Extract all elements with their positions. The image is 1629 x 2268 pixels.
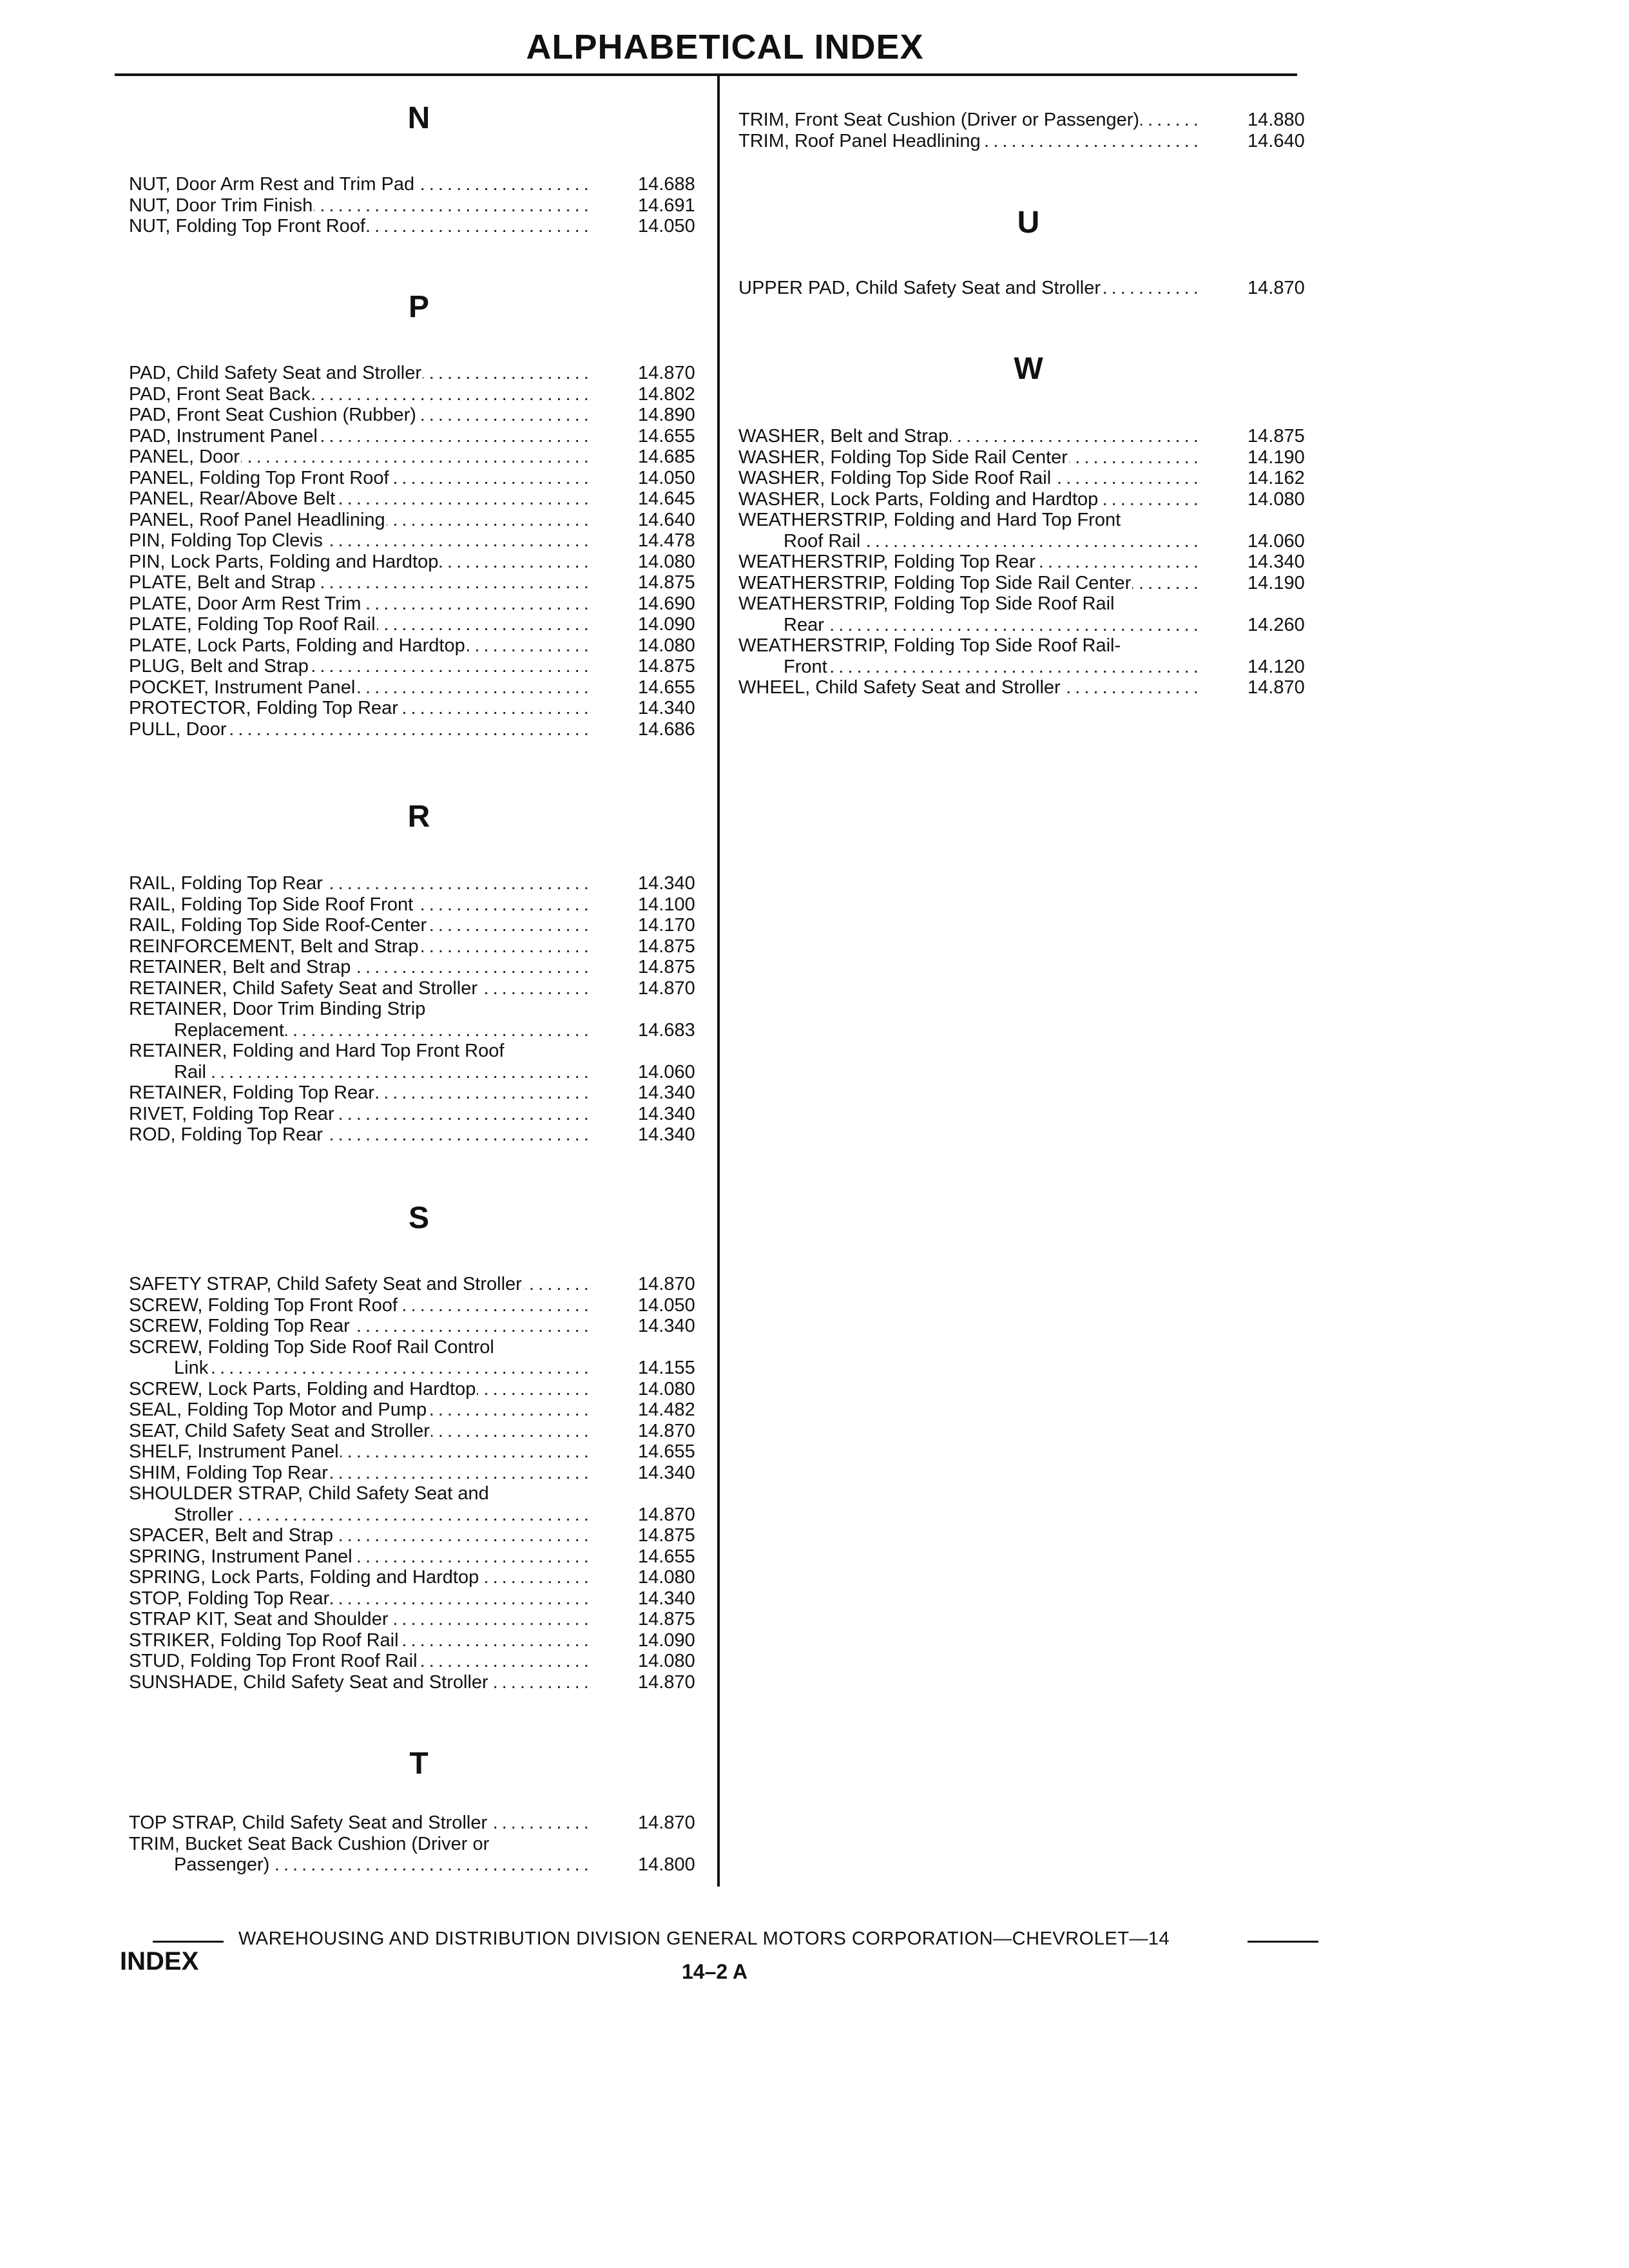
index-entry [129,216,709,237]
section-t-continued-entries [738,110,1318,151]
entry-label [129,1567,588,1588]
entry-label-text: RETAINER, Belt and Strap [129,957,351,977]
entry-page-code: 14.170 [638,915,695,936]
index-entry [129,894,709,916]
entry-label [738,426,1197,447]
entry-page-code: 14.090 [638,1629,695,1651]
entry-page-code: 14.090 [638,614,695,635]
entry-label-text: SUNSHADE, Child Safety Seat and Stroller [129,1671,488,1693]
entry-label [129,719,588,740]
entry-label-text: SPRING, Instrument Panel [129,1546,352,1567]
index-entry [738,131,1318,152]
entry-label-text: TOP STRAP, Child Safety Seat and Stroller [129,1812,488,1833]
entry-label [129,1651,588,1672]
entry-page-code: 14.890 [638,405,695,425]
index-entry [129,915,709,936]
section-letter-u: U [1017,206,1040,240]
index-entry [129,957,709,978]
entry-label [129,405,588,426]
entry-label [129,530,588,552]
entry-label-text: RAIL, Folding Top Side Roof-Center [129,915,427,936]
index-entry [129,195,709,216]
entry-label-text: SEAL, Folding Top Motor and Pump [129,1399,427,1420]
entry-label-text: WHEEL, Child Safety Seat and Stroller [738,677,1061,698]
entry-label [129,363,588,384]
entry-label-text: WASHER, Belt and Strap [738,426,949,447]
entry-page-code: 14.120 [1248,656,1305,677]
entry-label-text: STRAP KIT, Seat and Shoulder [129,1609,389,1629]
index-entry [129,698,709,719]
index-entry [129,978,709,999]
index-entry [129,635,709,657]
entry-label [129,1295,588,1316]
entry-label [129,1274,588,1295]
entry-label [129,1588,588,1610]
entry-page-code: 14.686 [638,718,695,740]
entry-page-code: 14.875 [638,936,695,957]
entry-label [129,488,588,510]
footer-rule-right [1248,1941,1318,1943]
entry-label [738,489,1197,510]
entry-label-text: SHELF, Instrument Panel [129,1441,339,1462]
entry-label-text: WEATHERSTRIP, Folding Top Side Rail Center [738,572,1132,593]
entry-label-text: PLUG, Belt and Strap [129,656,309,677]
index-entry [129,468,709,489]
entry-label-first-line: RETAINER, Folding and Hard Top Front Roof [129,1041,505,1061]
entry-label-text: PAD, Child Safety Seat and Stroller [129,363,422,383]
entry-page-code: 14.875 [638,572,695,593]
index-entry [129,1812,709,1834]
entry-page-code: 14.645 [638,488,695,509]
entry-label-text: Rail [129,1062,207,1082]
entry-page-code: 14.875 [638,957,695,977]
index-entry [129,1546,709,1568]
entry-page-code: 14.162 [1248,468,1305,488]
entry-page-code: 14.655 [638,1441,695,1462]
entry-label [129,1546,588,1568]
entry-page-code: 14.080 [638,1651,695,1671]
entry-page-code: 14.080 [638,1567,695,1588]
entry-label [129,1399,588,1421]
entry-label-text: RETAINER, Child Safety Seat and Stroller [129,977,478,999]
entry-label-text: PANEL, Roof Panel Headlining [129,509,385,530]
footer-index-label: INDEX [120,1947,199,1975]
index-entry [738,677,1318,698]
entry-label-text: PANEL, Rear/Above Belt [129,488,336,509]
entry-label-text: PROTECTOR, Folding Top Rear [129,698,398,718]
entry-page-code: 14.100 [638,894,695,915]
index-entry [738,426,1318,447]
entry-label-text: SCREW, Folding Top Rear [129,1316,350,1336]
section-u-entries [738,278,1318,299]
entry-label [129,698,588,719]
entry-label-text: SHIM, Folding Top Rear [129,1462,328,1483]
entry-label [129,384,588,405]
entry-label [129,426,588,447]
entry-label [129,447,588,468]
index-entry [129,1421,709,1442]
entry-page-code: 14.640 [638,509,695,530]
entry-label [129,510,588,531]
index-entry [129,1483,709,1525]
entry-label-first-line: WEATHERSTRIP, Folding Top Side Roof Rail [738,593,1115,614]
index-entry [129,1567,709,1588]
entry-page-code: 14.190 [1248,447,1305,468]
entry-label-text: WASHER, Folding Top Side Rail Center [738,447,1068,468]
entry-label [129,1379,588,1400]
entry-page-code: 14.060 [638,1061,695,1082]
entry-page-code: 14.080 [638,1378,695,1399]
entry-label-text: PANEL, Door [129,447,240,467]
entry-label-text: PULL, Door [129,718,227,740]
entry-label [129,957,588,978]
entry-label [738,677,1197,698]
entry-label-text: PANEL, Folding Top Front Roof [129,467,389,488]
index-entry [129,656,709,677]
entry-label-text: PAD, Front Seat Back [129,383,311,405]
entry-page-code: 14.340 [638,1082,695,1103]
index-entry [129,677,709,698]
section-r-entries [129,873,709,1146]
entry-label [129,1104,588,1125]
entry-label [738,615,1197,636]
entry-page-code: 14.870 [638,1504,695,1525]
index-entry [129,1834,709,1876]
entry-label-text: STUD, Folding Top Front Roof Rail [129,1651,418,1671]
entry-label-text: PLATE, Door Arm Rest Trim [129,593,361,614]
entry-page-code: 14.870 [1248,278,1305,298]
entry-label [738,110,1197,131]
entry-label-text: STRIKER, Folding Top Roof Rail [129,1629,399,1651]
entry-label-text: RAIL, Folding Top Rear [129,873,323,894]
footer-text: WAREHOUSING AND DISTRIBUTION DIVISION GENERAL MOTORS CORPORATION—CHEVROLET—14 [238,1928,1170,1949]
entry-page-code: 14.870 [1248,677,1305,698]
entry-label-first-line: SCREW, Folding Top Side Roof Rail Control [129,1336,494,1358]
entry-label [129,468,588,489]
index-entry [129,999,709,1041]
index-entry [129,1588,709,1610]
entry-label [129,1082,588,1104]
index-entry [738,510,1318,552]
entry-page-code: 14.802 [638,383,695,405]
index-entry [129,1316,709,1337]
entry-label [129,1358,588,1379]
entry-label [129,1812,588,1834]
entry-label [129,216,588,237]
entry-label [129,635,588,657]
section-p-entries [129,363,709,740]
entry-page-code: 14.683 [638,1019,695,1041]
entry-label-text: PAD, Front Seat Cushion (Rubber) [129,405,416,425]
entry-label [129,656,588,677]
entry-label-text: Link [129,1358,209,1378]
entry-label [129,894,588,916]
entry-page-code: 14.870 [638,363,695,383]
index-entry [129,1441,709,1463]
index-entry [129,1525,709,1546]
section-letter-p: P [408,290,429,324]
entry-page-code: 14.190 [1248,572,1305,593]
entry-label-text: SCREW, Folding Top Front Roof [129,1294,398,1316]
index-entry [129,1104,709,1125]
entry-page-code: 14.655 [638,677,695,698]
index-entry [129,719,709,740]
entry-page-code: 14.690 [638,593,695,614]
entry-page-code: 14.340 [638,1124,695,1145]
entry-label [129,572,588,593]
footer-rule-left [153,1941,224,1943]
index-entry [129,614,709,635]
entry-label [129,1124,588,1146]
entry-page-code: 14.340 [638,1103,695,1124]
section-s-entries [129,1274,709,1693]
index-entry [129,384,709,405]
entry-label-text: Roof Rail [738,531,862,552]
page-number: 14–2 A [682,1960,747,1983]
entry-page-code: 14.050 [638,216,695,236]
index-entry [129,1630,709,1651]
entry-page-code: 14.640 [1248,130,1305,151]
index-entry [129,1124,709,1146]
section-w-entries [738,426,1318,698]
index-entry [129,936,709,957]
entry-label-text: Replacement [129,1020,285,1041]
entry-label [129,614,588,635]
index-entry [738,635,1318,677]
entry-label-text: STOP, Folding Top Rear [129,1588,330,1609]
index-entry [129,363,709,384]
entry-label [738,278,1197,299]
entry-page-code: 14.340 [638,1316,695,1336]
entry-page-code: 14.685 [638,447,695,467]
entry-label-text: Stroller [129,1504,235,1525]
entry-label-text: NUT, Door Trim Finish [129,195,313,216]
entry-label-text: UPPER PAD, Child Safety Seat and Stroller [738,278,1101,298]
entry-label-text: SPRING, Lock Parts, Folding and Hardtop [129,1567,479,1588]
entry-page-code: 14.870 [638,1274,695,1294]
entry-page-code: 14.050 [638,467,695,488]
entry-label [129,1609,588,1630]
entry-label-text: RETAINER, Folding Top Rear [129,1082,374,1103]
section-letter-s: S [408,1201,429,1235]
entry-label [129,1672,588,1693]
entry-label-text: WASHER, Folding Top Side Roof Rail [738,468,1052,488]
index-entry [129,593,709,615]
entry-label [738,131,1197,152]
section-n-entries [129,174,709,237]
entry-page-code: 14.050 [638,1294,695,1316]
entry-page-code: 14.155 [638,1358,695,1378]
entry-label-text: NUT, Folding Top Front Roof [129,216,365,236]
entry-page-code: 14.655 [638,425,695,447]
index-entry [738,489,1318,510]
index-entry [129,1082,709,1104]
entry-label [129,1854,588,1876]
entry-page-code: 14.870 [638,1812,695,1833]
entry-page-code: 14.875 [638,656,695,677]
index-entry [738,573,1318,594]
index-entry [738,593,1318,635]
entry-label [738,552,1197,573]
entry-page-code: 14.340 [1248,552,1305,572]
entry-page-code: 14.688 [638,174,695,195]
entry-label [129,1020,588,1041]
entry-label [129,1316,588,1337]
entry-page-code: 14.870 [638,1671,695,1693]
entry-page-code: 14.060 [1248,530,1305,552]
index-entry [129,572,709,593]
entry-page-code: 14.875 [1248,426,1305,447]
title-rule [115,73,1297,76]
entry-page-code: 14.870 [638,977,695,999]
entry-label [129,1421,588,1442]
entry-page-code: 14.691 [638,195,695,216]
page-title: ALPHABETICAL INDEX [526,28,924,66]
entry-label [129,873,588,894]
entry-label [129,195,588,216]
index-entry [129,530,709,552]
entry-label [129,552,588,573]
entry-label-text: PLATE, Belt and Strap [129,572,316,593]
index-entry [129,1274,709,1295]
entry-label-text: PAD, Instrument Panel [129,425,318,447]
entry-label-text: Front [738,657,829,677]
entry-label-first-line: SHOULDER STRAP, Child Safety Seat and [129,1483,489,1504]
entry-label-first-line: TRIM, Bucket Seat Back Cushion (Driver or [129,1833,490,1854]
entry-page-code: 14.340 [638,873,695,894]
entry-label-text: RAIL, Folding Top Side Roof Front [129,894,414,915]
section-letter-t: T [409,1747,429,1781]
index-entry [129,873,709,894]
entry-label [129,1441,588,1463]
index-entry [129,426,709,447]
entry-label [129,936,588,957]
index-entry [129,1463,709,1484]
entry-label-text: SPACER, Belt and Strap [129,1525,334,1546]
entry-label-first-line: WEATHERSTRIP, Folding and Hard Top Front [738,510,1121,530]
entry-label-text: SCREW, Lock Parts, Folding and Hardtop [129,1378,476,1399]
entry-label-text: Rear [738,615,825,635]
index-entry [129,1399,709,1421]
entry-page-code: 14.260 [1248,614,1305,635]
entry-label-text: SEAT, Child Safety Seat and Stroller [129,1420,430,1441]
entry-page-code: 14.880 [1248,110,1305,130]
entry-label-text: PLATE, Folding Top Roof Rail [129,614,376,635]
index-entry [129,174,709,195]
entry-page-code: 14.875 [638,1609,695,1629]
entry-label-text: Passenger) [129,1854,271,1875]
entry-label [129,1062,588,1083]
column-divider [717,76,720,1887]
index-entry [129,1651,709,1672]
entry-label [738,573,1197,594]
entry-label [129,1630,588,1651]
entry-page-code: 14.482 [638,1399,695,1420]
entry-page-code: 14.340 [638,1462,695,1483]
index-entry [129,510,709,531]
index-entry [738,278,1318,299]
entry-label-text: TRIM, Roof Panel Headlining [738,130,981,151]
entry-page-code: 14.478 [638,530,695,551]
index-entry [129,1295,709,1316]
entry-label-text: REINFORCEMENT, Belt and Strap [129,936,419,957]
entry-label-text: PIN, Lock Parts, Folding and Hardtop [129,551,439,572]
entry-label-text: RIVET, Folding Top Rear [129,1103,334,1124]
index-entry [738,447,1318,468]
entry-label [738,468,1197,489]
entry-label [129,1504,588,1526]
entry-label-text: NUT, Door Arm Rest and Trim Pad [129,174,415,195]
entry-label [129,593,588,615]
entry-label-text: ROD, Folding Top Rear [129,1124,323,1145]
section-t-entries [129,1812,709,1876]
entry-label-text: PIN, Folding Top Clevis [129,530,323,551]
index-entry [129,1672,709,1693]
entry-page-code: 14.080 [1248,488,1305,510]
section-letter-n: N [407,101,430,135]
entry-label [738,657,1197,678]
entry-label-text: WASHER, Lock Parts, Folding and Hardtop [738,488,1099,510]
entry-label [129,978,588,999]
index-entry [129,1379,709,1400]
entry-page-code: 14.870 [638,1420,695,1441]
section-letter-w: W [1014,352,1043,386]
entry-page-code: 14.340 [638,1588,695,1609]
entry-label [129,174,588,195]
entry-label-first-line: WEATHERSTRIP, Folding Top Side Roof Rail- [738,635,1121,656]
entry-page-code: 14.080 [638,551,695,572]
entry-page-code: 14.080 [638,635,695,656]
entry-label-text: PLATE, Lock Parts, Folding and Hardtop [129,635,465,656]
entry-label [129,1525,588,1546]
entry-label-text: SAFETY STRAP, Child Safety Seat and Stroller [129,1274,522,1294]
entry-label [129,1463,588,1484]
entry-label-text: POCKET, Instrument Panel [129,677,356,698]
entry-page-code: 14.655 [638,1546,695,1567]
index-entry [129,552,709,573]
index-entry [129,1337,709,1379]
index-entry [129,447,709,468]
index-entry [129,405,709,426]
entry-page-code: 14.340 [638,698,695,718]
entry-label-text: WEATHERSTRIP, Folding Top Rear [738,552,1036,572]
entry-page-code: 14.875 [638,1525,695,1546]
index-entry [738,468,1318,489]
index-entry [738,552,1318,573]
entry-label [738,531,1197,552]
entry-label-first-line: RETAINER, Door Trim Binding Strip [129,999,426,1019]
entry-page-code: 14.800 [638,1854,695,1875]
index-entry [129,1041,709,1082]
index-entry [738,110,1318,131]
entry-label [129,677,588,698]
entry-label [738,447,1197,468]
entry-label-text: TRIM, Front Seat Cushion (Driver or Passenger) [738,110,1140,130]
entry-label [129,915,588,936]
section-letter-r: R [407,800,430,834]
index-entry [129,1609,709,1630]
index-entry [129,488,709,510]
